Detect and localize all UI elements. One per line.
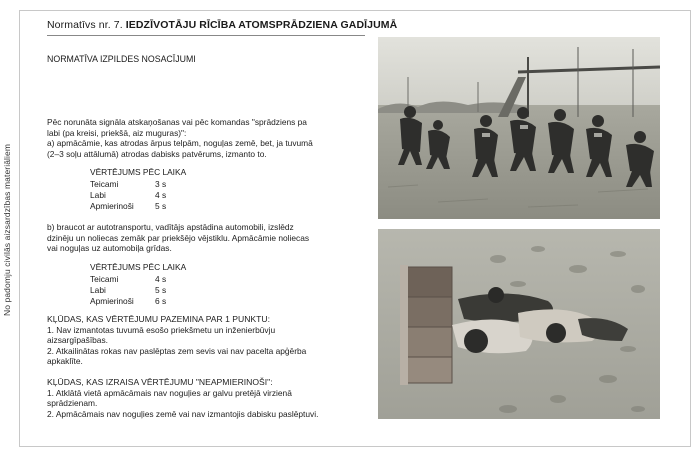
score-value: 3 s bbox=[155, 179, 167, 189]
score-value: 4 s bbox=[155, 190, 167, 200]
score-row bbox=[90, 296, 186, 307]
score-label: Teicami bbox=[90, 274, 119, 284]
score-row bbox=[90, 274, 186, 285]
photo-people-running bbox=[378, 37, 660, 219]
score-label: Apmierinoši bbox=[90, 296, 134, 306]
side-caption: No padomju civilās aizsardzības materiāliem bbox=[2, 144, 12, 317]
score-row bbox=[90, 201, 186, 212]
standard-number: Normatīvs nr. 7. bbox=[47, 19, 123, 31]
text-line: vai noguļas uz automobiļa grīdas. bbox=[47, 243, 172, 254]
score-label: Labi bbox=[90, 190, 106, 200]
score-title: VĒRTĒJUMS PĒC LAIKA bbox=[90, 167, 187, 177]
photo-people-lying-down bbox=[378, 229, 660, 419]
errors-unsatisfactory bbox=[47, 377, 365, 419]
score-label: Labi bbox=[90, 285, 106, 295]
score-row bbox=[90, 179, 186, 190]
score-label: Teicami bbox=[90, 179, 119, 189]
page-title bbox=[47, 19, 397, 31]
text-line: labi (pa kreisi, priekšā, aiz muguras)": bbox=[47, 127, 187, 138]
score-row bbox=[90, 285, 186, 296]
text-line: apkaklīte. bbox=[47, 356, 83, 367]
instructions-paragraph-b bbox=[47, 222, 365, 254]
text-line: 1. Atklātā vietā apmācāmais nav noguļies ar galvu pretējā virzienā bbox=[47, 387, 292, 398]
time-score-table-a bbox=[90, 167, 186, 212]
standard-title: IEDZĪVOTĀJU RĪCĪBA ATOMSPRĀDZIENA GADĪJUMĀ bbox=[125, 19, 398, 31]
text-line: sprādzienam. bbox=[47, 398, 98, 409]
score-row bbox=[90, 190, 186, 201]
text-line: 2. Atkailinātas rokas nav paslēptas zem sevis vai nav pacelta apģērba bbox=[47, 345, 307, 356]
text-line: (2–3 soļu attālumā) atrodas dabisks patvērums, izmanto to. bbox=[47, 148, 267, 159]
time-score-table-b bbox=[90, 262, 186, 307]
text-line: 1. Nav izmantotas tuvumā esošo priekšmetu un inženierbūvju bbox=[47, 324, 276, 335]
score-value: 4 s bbox=[155, 274, 167, 284]
text-line: Pēc norunāta signāla atskaņošanas vai pēc komandas "sprādziens pa bbox=[47, 117, 307, 127]
errors-minus-one-point bbox=[47, 314, 365, 367]
section-heading: NORMATĪVA IZPILDES NOSACĪJUMI bbox=[47, 54, 196, 64]
score-value: 5 s bbox=[155, 201, 167, 211]
errors-heading: KĻŪDAS, KAS VĒRTĒJUMU PAZEMINA PAR 1 PUNKTU: bbox=[47, 314, 271, 324]
score-value: 5 s bbox=[155, 285, 167, 295]
text-line: a) apmācāmie, kas atrodas ārpus telpām, noguļas zemē, bet, ja tuvumā bbox=[47, 138, 313, 149]
score-value: 6 s bbox=[155, 296, 167, 306]
text-line: 2. Apmācāmais nav noguļies zemē vai nav izmantojis dabisku paslēptuvi. bbox=[47, 408, 319, 419]
text-line: aizsargīpašības. bbox=[47, 335, 108, 346]
text-line: b) braucot ar autotransportu, vadītājs apstādina automobili, izslēdz bbox=[47, 222, 294, 232]
errors-heading: KĻŪDAS, KAS IZRAISA VĒRTĒJUMU "NEAPMIERINOŠI": bbox=[47, 377, 273, 387]
score-label: Apmierinoši bbox=[90, 201, 134, 211]
title-divider bbox=[47, 35, 365, 36]
text-line: dzinēju un noliecas zemāk par priekšējo vējstiklu. Apmācāmie noliecas bbox=[47, 232, 310, 243]
instructions-paragraph-a bbox=[47, 117, 365, 159]
score-title: VĒRTĒJUMS PĒC LAIKA bbox=[90, 262, 187, 272]
